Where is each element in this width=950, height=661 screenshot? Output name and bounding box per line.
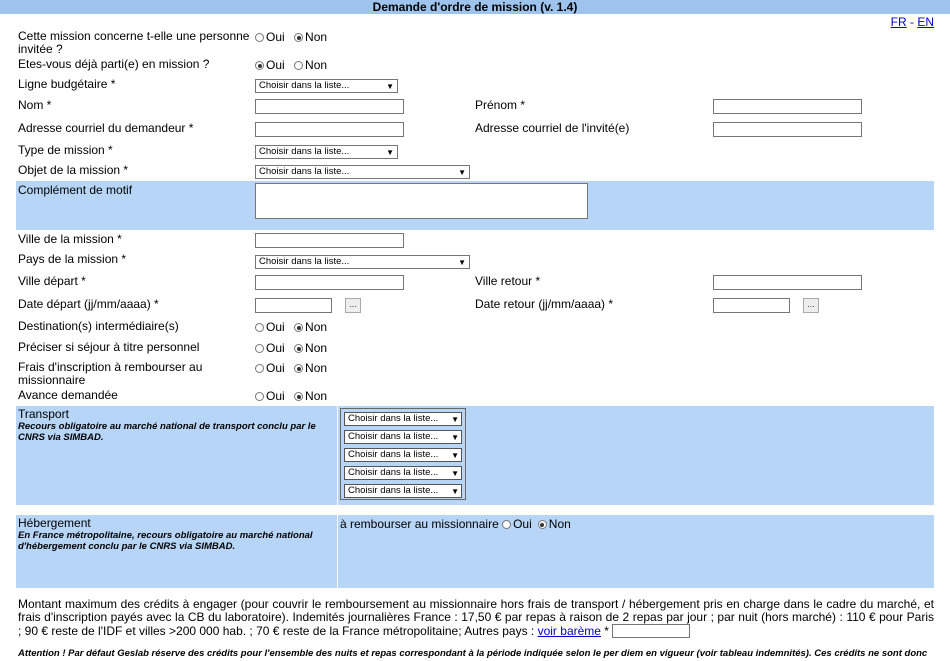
email-invite-input[interactable] <box>713 122 862 137</box>
transport-select-3[interactable] <box>344 448 462 462</box>
option-label: Non <box>305 58 328 72</box>
page-title: Demande d'ordre de mission (v. 1.4) <box>0 0 950 14</box>
pays-select[interactable] <box>255 255 470 269</box>
transport-select-1[interactable] <box>344 412 462 426</box>
prenom-input[interactable] <box>713 99 862 114</box>
hebergement-label: Hébergement <box>18 516 91 530</box>
avance-non-option[interactable] <box>294 389 327 403</box>
radio-selected-icon[interactable] <box>294 364 303 373</box>
transport-divider <box>337 406 338 505</box>
avance-radio-group <box>255 389 333 403</box>
option-label: Oui <box>266 320 285 334</box>
radio-selected-icon[interactable] <box>294 392 303 401</box>
hebergement-divider <box>337 515 338 588</box>
hebergement-note: En France métropolitaine, recours obligatoire au marché national d'hébergement conclu par le CNRS via SIMBAD. <box>18 530 313 552</box>
select-value: Choisir dans la liste... <box>348 467 439 478</box>
chevron-down-icon: ▼ <box>451 433 459 442</box>
date-depart-label: Date départ (jj/mm/aaaa) * <box>18 297 159 311</box>
invitee-question-label: Cette mission concerne t-elle une personne invitée ? <box>18 29 250 56</box>
dest-inter-label: Destination(s) intermédiaire(s) <box>18 319 179 333</box>
montant-text: Montant maximum des crédits à engager (pour couvrir le remboursement au missionnaire hors frais de transport / hébergement pris en charge dans le cadre du marché, et frais d'inscription payés avec la CB du laboratoire). Indemités journalières France : 17,50 € par repas à raison de 2 repas par jour ; par nuit (hors marché) : 110 € pour Paris ; 90 € reste de l'IDF et villes >200 000 hab. ; 70 € reste de la France métropolitaine; Autres pays : <box>18 597 934 638</box>
type-select[interactable] <box>255 145 398 159</box>
ville-depart-input[interactable] <box>255 275 404 290</box>
transport-select-2[interactable] <box>344 430 462 444</box>
chevron-down-icon: ▼ <box>451 415 459 424</box>
language-switcher <box>891 15 934 29</box>
dest-inter-oui-option[interactable] <box>255 320 285 334</box>
pays-label: Pays de la mission * <box>18 252 127 266</box>
radio-selected-icon[interactable] <box>294 33 303 42</box>
option-label: Oui <box>266 361 285 375</box>
radio-icon[interactable] <box>255 323 264 332</box>
transport-note: Recours obligatoire au marché national de transport conclu par le CNRS via SIMBAD. <box>18 421 316 443</box>
transport-label: Transport <box>18 407 69 421</box>
ville-retour-input[interactable] <box>713 275 862 290</box>
a-rembourser-label: à rembourser au missionnaire <box>340 517 499 531</box>
ville-mission-input[interactable] <box>255 233 404 248</box>
select-value: Choisir dans la liste... <box>348 413 439 424</box>
sejour-perso-radio-group <box>255 341 333 355</box>
type-label: Type de mission * <box>18 143 113 157</box>
montant-paragraph <box>18 598 934 638</box>
radio-icon[interactable] <box>255 392 264 401</box>
chevron-down-icon: ▼ <box>451 487 459 496</box>
option-label: Oui <box>266 30 285 44</box>
prenom-label: Prénom * <box>475 98 526 112</box>
invitee-oui-option[interactable] <box>255 30 285 44</box>
frais-oui-option[interactable] <box>255 361 285 375</box>
frais-inscription-label: Frais d'inscription à rembourser au missionnaire <box>18 360 203 387</box>
frais-non-option[interactable] <box>294 361 327 375</box>
select-value: Choisir dans la liste... <box>259 256 350 267</box>
chevron-down-icon: ▼ <box>451 451 459 460</box>
hebergement-non-option[interactable] <box>538 517 571 531</box>
lang-separator: - <box>906 15 918 29</box>
select-value: Choisir dans la liste... <box>348 449 439 460</box>
date-retour-picker-button[interactable]: ... <box>803 298 819 313</box>
chevron-down-icon: ▼ <box>458 258 466 267</box>
chevron-down-icon: ▼ <box>458 168 466 177</box>
budget-label: Ligne budgétaire * <box>18 77 116 91</box>
date-depart-input[interactable] <box>255 298 332 313</box>
option-label: Oui <box>266 389 285 403</box>
select-value: Choisir dans la liste... <box>259 80 350 91</box>
radio-selected-icon[interactable] <box>294 344 303 353</box>
nom-label: Nom * <box>18 98 52 112</box>
avance-label: Avance demandée <box>18 388 118 402</box>
transport-select-4[interactable] <box>344 466 462 480</box>
option-label: Oui <box>266 341 285 355</box>
invitee-radio-group <box>255 30 333 44</box>
sejour-perso-label: Préciser si séjour à titre personnel <box>18 340 200 354</box>
sejour-non-option[interactable] <box>294 341 327 355</box>
radio-selected-icon[interactable] <box>255 61 264 70</box>
already-mission-label: Etes-vous déjà parti(e) en mission ? <box>18 57 210 71</box>
radio-icon[interactable] <box>255 364 264 373</box>
select-value: Choisir dans la liste... <box>259 166 350 177</box>
lang-fr-link[interactable]: FR <box>890 15 907 29</box>
option-label: Non <box>305 320 328 334</box>
already-non-option[interactable] <box>294 58 327 72</box>
email-invite-label: Adresse courriel de l'invité(e) <box>475 121 630 135</box>
email-demandeur-input[interactable] <box>255 122 404 137</box>
select-value: Choisir dans la liste... <box>348 431 439 442</box>
option-label: Oui <box>266 58 285 72</box>
radio-selected-icon[interactable] <box>294 323 303 332</box>
option-label: Non <box>305 30 328 44</box>
option-label: Non <box>305 389 328 403</box>
already-radio-group <box>255 58 333 72</box>
radio-icon[interactable] <box>255 344 264 353</box>
already-oui-option[interactable] <box>255 58 285 72</box>
dest-inter-radio-group <box>255 320 333 334</box>
option-label: Non <box>305 361 328 375</box>
hebergement-rembourser <box>340 518 577 531</box>
select-value: Choisir dans la liste... <box>348 485 439 496</box>
radio-icon[interactable] <box>294 61 303 70</box>
ville-retour-label: Ville retour * <box>475 274 541 288</box>
complement-textarea[interactable] <box>255 183 588 219</box>
objet-label: Objet de la mission * <box>18 163 129 177</box>
radio-icon[interactable] <box>502 520 511 529</box>
hebergement-oui-option[interactable] <box>502 517 532 531</box>
select-value: Choisir dans la liste... <box>259 146 350 157</box>
transport-select-5[interactable] <box>344 484 462 498</box>
objet-select[interactable] <box>255 165 470 179</box>
dest-inter-non-option[interactable] <box>294 320 327 334</box>
radio-selected-icon[interactable] <box>538 520 547 529</box>
budget-select[interactable] <box>255 79 398 93</box>
lang-en-link[interactable]: EN <box>917 15 934 29</box>
radio-icon[interactable] <box>255 33 264 42</box>
nom-input[interactable] <box>255 99 404 114</box>
montant-input[interactable] <box>612 624 690 638</box>
date-depart-picker-button[interactable]: ... <box>345 298 361 313</box>
chevron-down-icon: ▼ <box>386 148 394 157</box>
option-label: Non <box>548 517 571 531</box>
option-label: Oui <box>513 517 532 531</box>
option-label: Non <box>305 341 328 355</box>
complement-label: Complément de motif <box>18 183 133 197</box>
ville-depart-label: Ville départ * <box>18 274 86 288</box>
frais-inscription-radio-group <box>255 361 333 375</box>
bareme-link[interactable]: voir barème <box>537 624 601 638</box>
required-star: * <box>600 624 609 638</box>
sejour-oui-option[interactable] <box>255 341 285 355</box>
date-retour-label: Date retour (jj/mm/aaaa) * <box>475 297 614 311</box>
email-demandeur-label: Adresse courriel du demandeur * <box>18 121 194 135</box>
chevron-down-icon: ▼ <box>386 82 394 91</box>
invitee-non-option[interactable] <box>294 30 327 44</box>
date-retour-input[interactable] <box>713 298 790 313</box>
chevron-down-icon: ▼ <box>451 469 459 478</box>
ville-mission-label: Ville de la mission * <box>18 232 122 246</box>
avance-oui-option[interactable] <box>255 389 285 403</box>
attention-note: Attention ! Par défaut Geslab réserve des crédits pour l'ensemble des nuits et repas correspondant à la période indiquée selon le per diem en vigueur (voir tableau indemnités). Ces crédits ne sont donc <box>18 648 928 659</box>
